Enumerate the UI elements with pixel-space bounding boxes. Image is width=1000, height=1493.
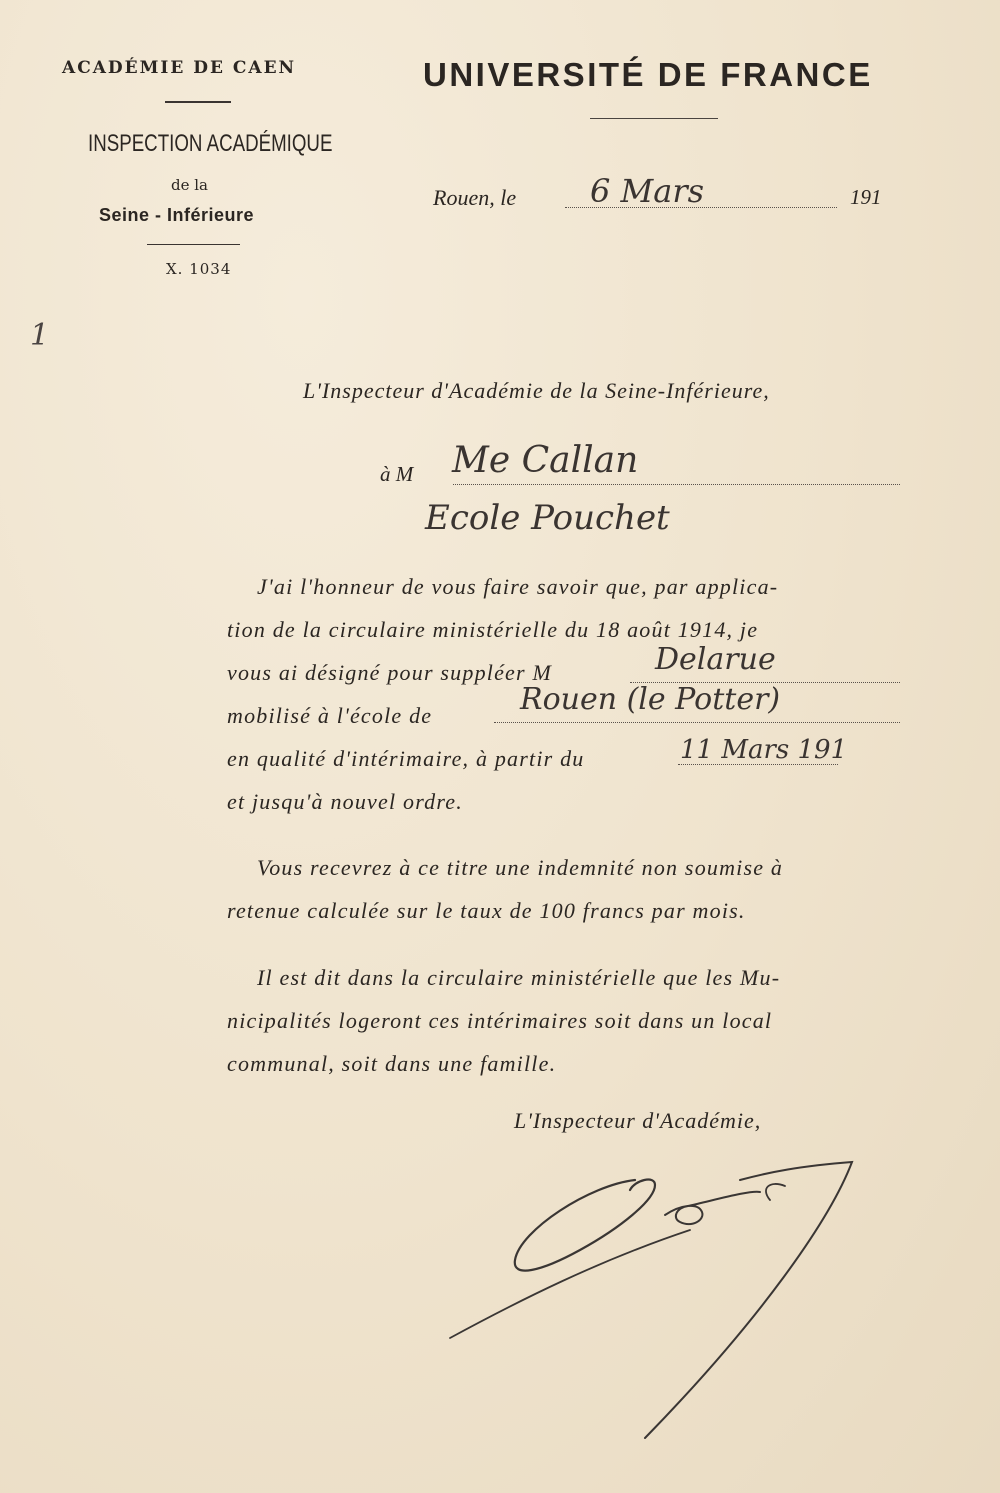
- signoff-line: L'Inspecteur d'Académie,: [514, 1108, 762, 1133]
- handwritten-substitute-name: Delarue: [655, 642, 776, 677]
- sender-line: L'Inspecteur d'Académie de la Seine-Inférieure,: [303, 378, 770, 403]
- reference-number: X. 1034: [166, 260, 232, 278]
- academie-heading: ACADÉMIE DE CAEN: [62, 58, 297, 78]
- handwritten-addressee-school: Ecole Pouchet: [425, 498, 670, 538]
- departement-name: Seine - Inférieure: [99, 205, 255, 225]
- paragraph-lodging: [227, 956, 907, 1085]
- divider: [165, 101, 231, 103]
- universite-heading: UNIVERSITÉ DE FRANCE: [423, 56, 873, 93]
- handwritten-date: 6 Mars: [590, 172, 705, 210]
- handwritten-start-date: 11 Mars 191: [680, 735, 848, 765]
- text-line: J'ai l'honneur de vous faire savoir que, par applica-: [257, 574, 779, 599]
- divider: [147, 244, 240, 245]
- text-line: mobilisé à l'école de: [227, 703, 433, 728]
- date-year: 191: [850, 185, 882, 209]
- handwritten-addressee-name: Me Callan: [452, 440, 639, 481]
- text-line: vous ai désigné pour suppléer M: [227, 660, 552, 685]
- text-line: communal, soit dans une famille.: [227, 1051, 557, 1076]
- text-line: en qualité d'intérimaire, à partir du: [227, 746, 585, 771]
- text-line: nicipalités logeront ces intérimaires soit dans un local: [227, 1008, 773, 1033]
- addressee-fill-line: [453, 484, 900, 485]
- handwritten-signature: [440, 1160, 860, 1450]
- school-fill-line: [494, 722, 900, 723]
- inspection-heading: INSPECTION ACADÉMIQUE: [88, 130, 333, 157]
- handwritten-school: Rouen (le Potter): [520, 682, 781, 717]
- date-place: Rouen, le: [433, 185, 517, 210]
- addressee-prefix: à M: [380, 462, 414, 486]
- margin-mark: 1: [30, 318, 50, 353]
- paragraph-indemnity: [227, 846, 907, 932]
- text-line: et jusqu'à nouvel ordre.: [227, 789, 463, 814]
- text-line: retenue calculée sur le taux de 100 francs par mois.: [227, 898, 746, 923]
- text-line: Vous recevrez à ce titre une indemnité non soumise à: [257, 855, 784, 880]
- text-line: Il est dit dans la circulaire ministérielle que les Mu-: [257, 965, 781, 990]
- text-line: tion de la circulaire ministérielle du 18 août 1914, je: [227, 617, 759, 642]
- de-la-text: de la: [171, 176, 208, 194]
- divider: [590, 118, 718, 119]
